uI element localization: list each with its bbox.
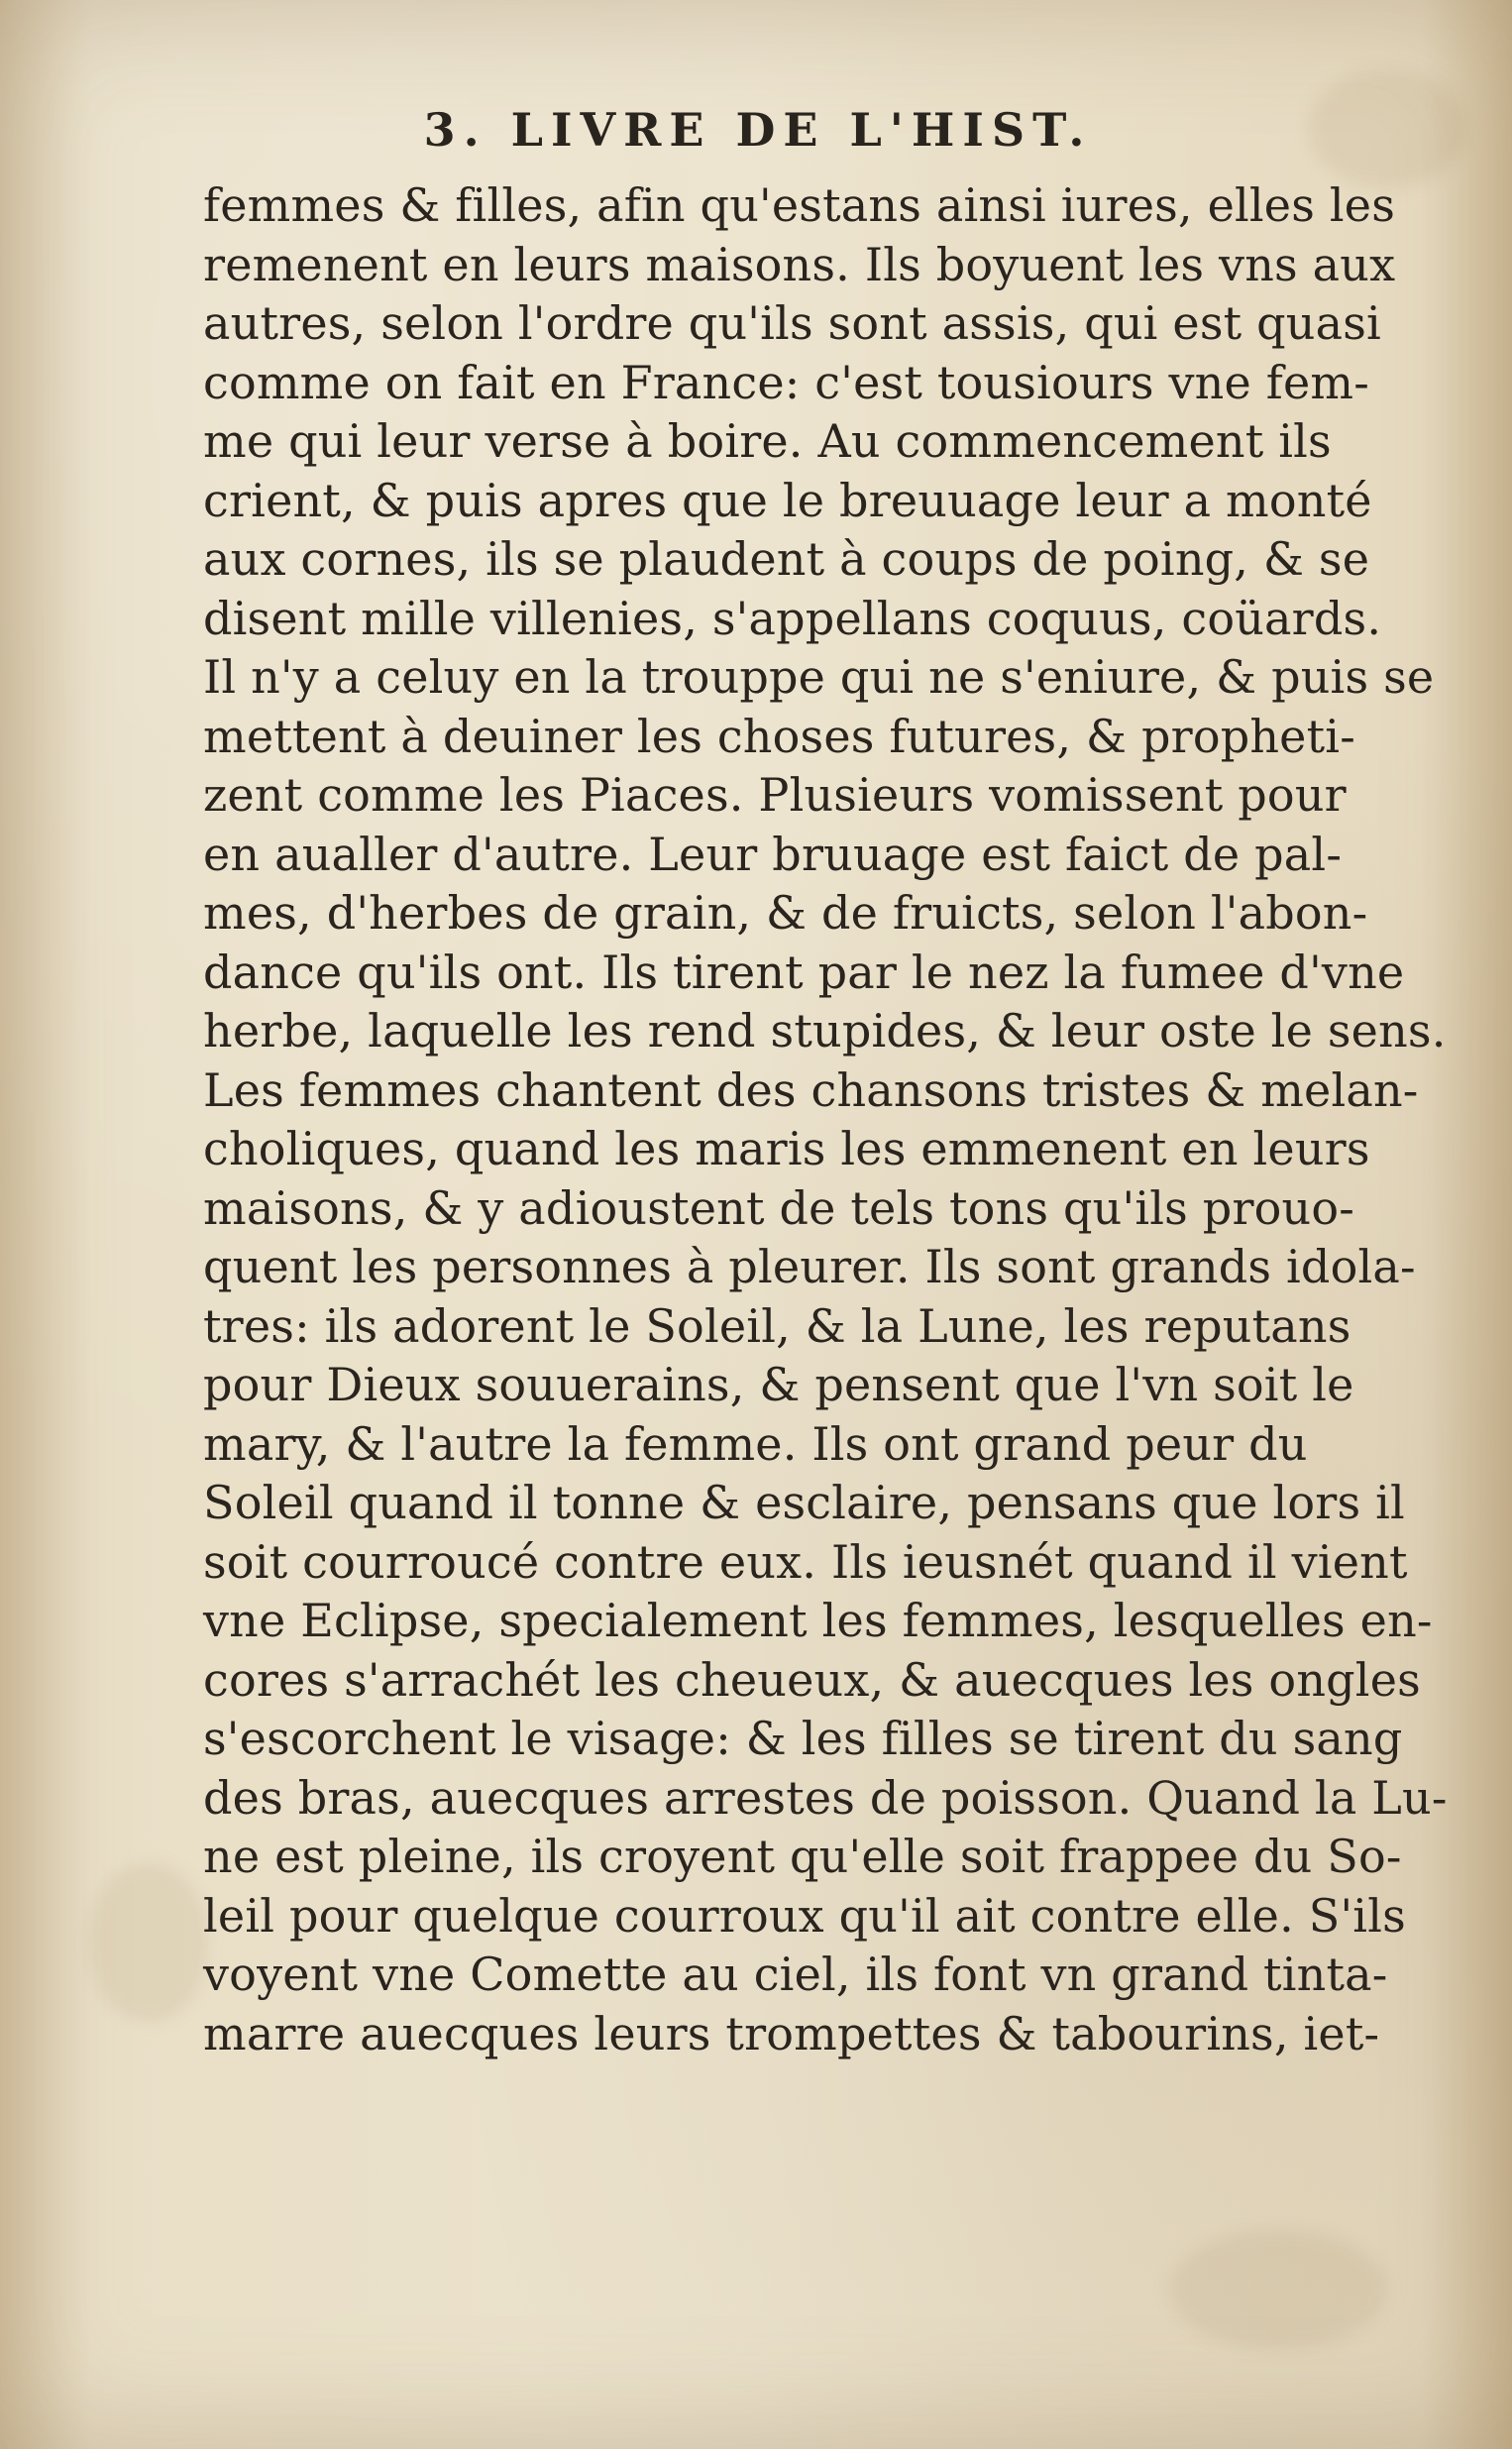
text-line: mes, d'herbes de grain, & de fruicts, selon l'abon- (203, 886, 1368, 940)
text-line: voyent vne Comette au ciel, ils font vn grand tinta- (203, 1948, 1388, 2001)
text-line: remenent en leurs maisons. Ils boyuent les vns aux (203, 237, 1396, 291)
text-line: dance qu'ils ont. Ils tirent par le nez la fumee d'vne (203, 945, 1405, 999)
text-line: marre auecques leurs trompettes & tabourins, iet- (203, 2006, 1380, 2060)
paper-stain (1308, 69, 1466, 188)
text-line: femmes & filles, afin qu'estans ainsi iures, elles les (203, 178, 1396, 232)
text-line: leil pour quelque courroux qu'il ait contre elle. S'ils (203, 1888, 1406, 1943)
text-line: pour Dieux souuerains, & pensent que l'vn soit le (203, 1358, 1354, 1411)
text-line: Soleil quand il tonne & esclaire, pensans que lors il (203, 1476, 1405, 1529)
text-line: disent mille villenies, s'appellans coquus, coüards. (203, 591, 1382, 645)
text-line: soit courroucé contre eux. Ils ieusnét quand il vient (203, 1534, 1408, 1589)
text-line: crient, & puis apres que le breuuage leur a monté (203, 473, 1372, 527)
running-header: 3. LIVRE DE L'HIST. (423, 103, 1093, 157)
paper-stain (1169, 2230, 1387, 2349)
text-line: aux cornes, ils se plaudent à coups de poing, & se (203, 532, 1370, 586)
text-line: des bras, auecques arrestes de poisson. Quand la Lu- (203, 1770, 1448, 1825)
text-line: mettent à deuiner les choses futures, & propheti- (203, 709, 1355, 763)
text-line: quent les personnes à pleurer. Ils sont grands idola- (203, 1240, 1416, 1293)
text-line: mary, & l'autre la femme. Ils ont grand peur du (203, 1416, 1308, 1471)
text-line: zent comme les Piaces. Plusieurs vomissent pour (203, 768, 1347, 822)
text-line: Les femmes chantent des chansons tristes & melan- (203, 1062, 1419, 1117)
text-line: en aualler d'autre. Leur bruuage est faict de pal- (203, 827, 1343, 881)
text-line: maisons, & y adioustent de tels tons qu'ils prouo- (203, 1180, 1354, 1235)
paper-stain (89, 1863, 208, 2022)
text-line: vne Eclipse, specialement les femmes, lesquelles en- (203, 1594, 1433, 1647)
text-line: herbe, laquelle les rend stupides, & leur oste le sens. (203, 1004, 1447, 1058)
text-line: tres: ils adorent le Soleil, & la Lune, les reputans (203, 1298, 1351, 1353)
text-line: autres, selon l'ordre qu'ils sont assis, qui est quasi (203, 296, 1381, 350)
text-line: cores s'arrachét les cheueux, & auecques les ongles (203, 1652, 1421, 1707)
text-line: choliques, quand les maris les emmenent en leurs (203, 1122, 1370, 1175)
text-line: ne est pleine, ils croyent qu'elle soit frappee du So- (203, 1830, 1402, 1883)
text-line: Il n'y a celuy en la trouppe qui ne s'eniure, & puis se (203, 650, 1435, 704)
body-text (203, 176, 1448, 2063)
text-line: me qui leur verse à boire. Au commencement ils (203, 414, 1332, 468)
text-line: comme on fait en France: c'est tousiours vne fem- (203, 355, 1369, 409)
text-line: s'escorchent le visage: & les filles se tirent du sang (203, 1712, 1403, 1765)
